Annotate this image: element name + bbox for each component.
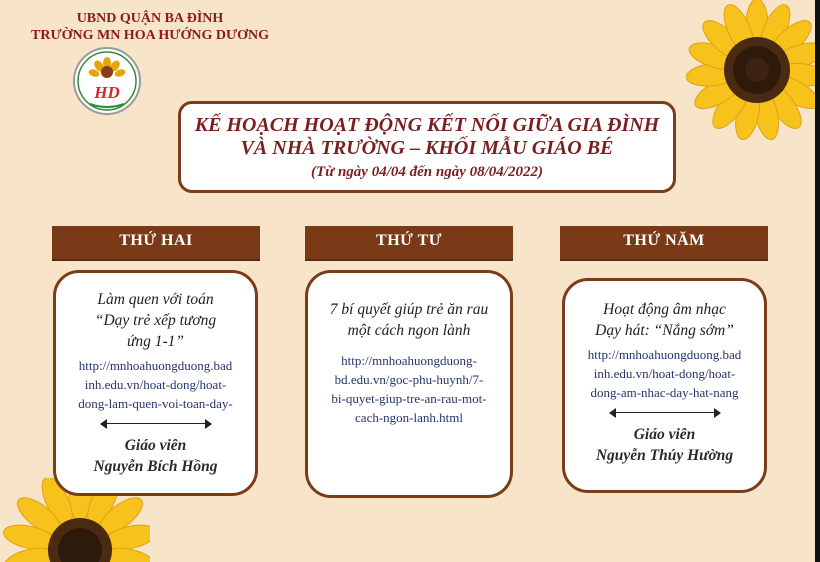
- card-title-line: 7 bí quyết giúp trẻ ăn rau: [329, 301, 489, 318]
- link-line: inh.edu.vn/hoat-dong/hoat-: [593, 366, 736, 381]
- link-line: bi-quyet-giup-tre-an-rau-mot-: [331, 391, 487, 406]
- teacher-name: Nguyễn Bích Hồng: [93, 458, 218, 475]
- title-line-2: VÀ NHÀ TRƯỜNG – KHỐI MẪU GIÁO BÉ: [240, 137, 614, 159]
- card-title-line: Hoạt động âm nhạc: [603, 301, 726, 318]
- link-line: http://mnhoahuongduong.bad: [587, 347, 742, 362]
- card-title-line: “Dạy trẻ xếp tương: [94, 312, 217, 329]
- teacher-name: Nguyễn Thúy Hường: [595, 447, 734, 464]
- link-line: dong-lam-quen-voi-toan-day-: [78, 396, 233, 411]
- card-title-line: một cách ngon lành: [347, 322, 471, 339]
- title-box: [178, 101, 676, 193]
- sunflower-top-right-icon: [672, 0, 815, 150]
- double-arrow-icon: [100, 419, 212, 429]
- card-title-line: ứng 1-1”: [126, 333, 185, 350]
- day-header-monday: THỨ HAI: [52, 226, 260, 259]
- activity-card-thursday: [562, 278, 767, 493]
- double-arrow-icon: [609, 408, 721, 418]
- link-line: inh.edu.vn/hoat-dong/hoat-: [84, 377, 227, 392]
- day-header-thursday: THỨ NĂM: [560, 226, 768, 259]
- link-line: bd.edu.vn/goc-phu-huynh/7-: [334, 372, 484, 387]
- activity-card-wednesday: [305, 270, 513, 498]
- activity-link[interactable]: [565, 345, 764, 402]
- teacher-label: Giáo viên: [633, 426, 696, 443]
- card-title-line: Dạy hát: “Nắng sớm”: [595, 322, 734, 339]
- activity-link[interactable]: [56, 356, 255, 413]
- link-line: http://mnhoahuongduong-: [341, 353, 477, 368]
- title-line-1: KẾ HOẠCH HOẠT ĐỘNG KẾT NỐI GIỮA GIA ĐÌNH: [194, 114, 660, 136]
- title-dates: (Từ ngày 04/04 đến ngày 08/04/2022): [311, 164, 543, 180]
- district-name: UBND QUẬN BA ĐÌNH: [76, 11, 224, 26]
- school-header: [0, 10, 300, 44]
- day-header-wednesday: THỨ TƯ: [305, 226, 513, 259]
- logo-text: HD: [94, 83, 120, 102]
- link-line: http://mnhoahuongduong.bad: [78, 358, 233, 373]
- link-line: cach-ngon-lanh.html: [355, 410, 463, 425]
- window-edge: [815, 0, 820, 562]
- school-name: TRƯỜNG MN HOA HƯỚNG DƯƠNG: [31, 28, 269, 43]
- link-line: dong-am-nhac-day-hat-nang: [590, 385, 739, 400]
- activity-link[interactable]: [308, 351, 510, 427]
- teacher-label: Giáo viên: [124, 437, 187, 454]
- school-logo: [72, 46, 142, 116]
- activity-card-monday: [53, 270, 258, 496]
- card-title-line: Làm quen với toán: [97, 291, 214, 308]
